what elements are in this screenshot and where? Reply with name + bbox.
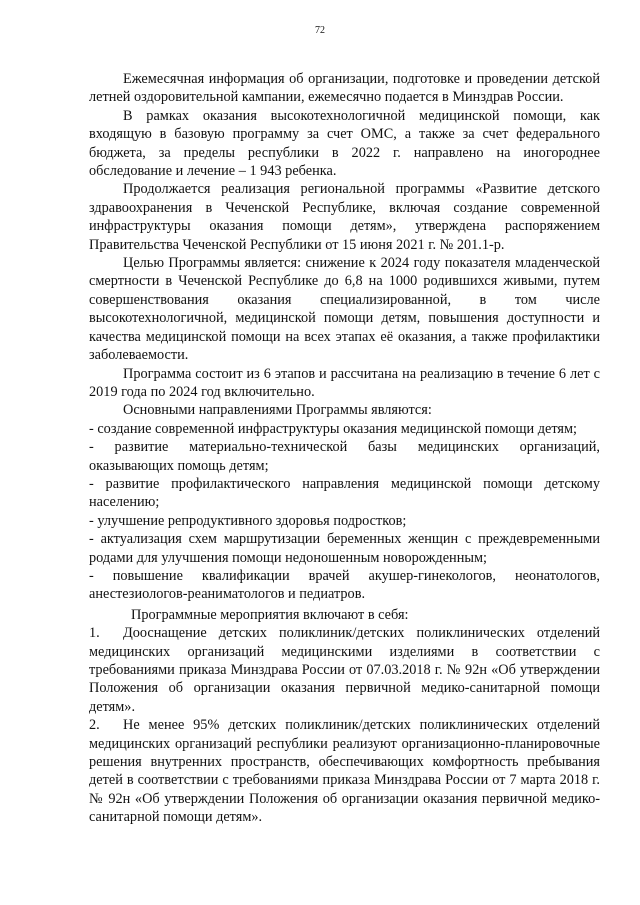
item-number: 1.: [89, 625, 100, 642]
list-item: - создание современной инфраструктуры оказания медицинской помощи детям;: [89, 420, 578, 437]
list-item: - актуализация схем маршрутизации беременных женщин с преждевременными родами для улучшения помощи недоношенным новорожденным;: [89, 531, 600, 566]
page-body: [89, 70, 600, 827]
paragraph-high-tech-care: В рамках оказания высокотехнологичной медицинской помощи, как входящую в базовую программу за счет ОМС, а также за счет федерального бюджета, за пределы республики в 2022 г. направлено на иногороднее обследование и лечение – 1 943 ребенка.: [89, 107, 600, 180]
paragraph-summer-campaign: Ежемесячная информация об организации, подготовке и проведении детской летней оздоровительной кампании, ежемесячно подается в Минздрав России.: [89, 71, 600, 106]
list-item: - улучшение репродуктивного здоровья подростков;: [89, 512, 407, 529]
numbered-item: [89, 716, 600, 826]
paragraph-directions-intro: Основными направлениями Программы являются:: [123, 402, 432, 419]
paragraph-program-stages: Программа состоит из 6 этапов и рассчитана на реализацию в течение 6 лет с 2019 года по 2024 год включительно.: [89, 365, 600, 400]
list-item: - повышение квалификации врачей акушер-гинекологов, неонатологов, анестезиологов-реаниматологов и педиатров.: [89, 567, 600, 603]
list-item: - развитие профилактического направления медицинской помощи детскому населению;: [89, 475, 600, 511]
paragraph-program-goal: Целью Программы является: снижение к 2024 году показателя младенческой смертности в Чеченской Республике до 6,8 на 1000 родившихся живыми, путем совершенствования оказания специализированной, в том числе высокотехнологичной, медицинской помощи детям, повышения доступности и качества медицинской помощи на всех этапах её оказания, а также профилактики заболеваемости.: [89, 255, 600, 364]
item-text: Дооснащение детских поликлиник/детских поликлинических отделений медицинских организаций медицинскими изделиями в соответствии с требованиями приказа Минздрава России от 07.03.2018 г. № 92н «Об утверждении Положения об организации оказания первичной медико-санитарной помощи детям».: [89, 625, 600, 715]
page-number: 72: [315, 25, 325, 36]
item-number: 2.: [89, 717, 100, 734]
numbered-item: [89, 624, 600, 716]
list-item: - развитие материально-технической базы медицинских организаций, оказывающих помощь детям;: [89, 439, 600, 474]
paragraph-measures-intro: Программные мероприятия включают в себя:: [131, 606, 409, 623]
measures-list: [89, 624, 600, 826]
item-text: Не менее 95% детских поликлиник/детских поликлинических отделений медицинских организаций республики реализуют организационно-планировочные решения внутренних пространств, обеспечивающих комфортность пребывания детей в соответствии с требованиями приказа Минздрава России от 7 марта 2018 г. № 92н «Об утверждении Положения об организации оказания первичной медико-санитарной помощи детям».: [89, 717, 600, 826]
directions-list: [89, 420, 600, 604]
paragraph-regional-program: Продолжается реализация региональной программы «Развитие детского здравоохранения в Чеченской Республике, включая создание современной инфраструктуры оказания помощи детям», утверждена распоряжением Правительства Чеченской Республики от 15 июня 2021 г. № 201.1-р.: [89, 181, 600, 253]
